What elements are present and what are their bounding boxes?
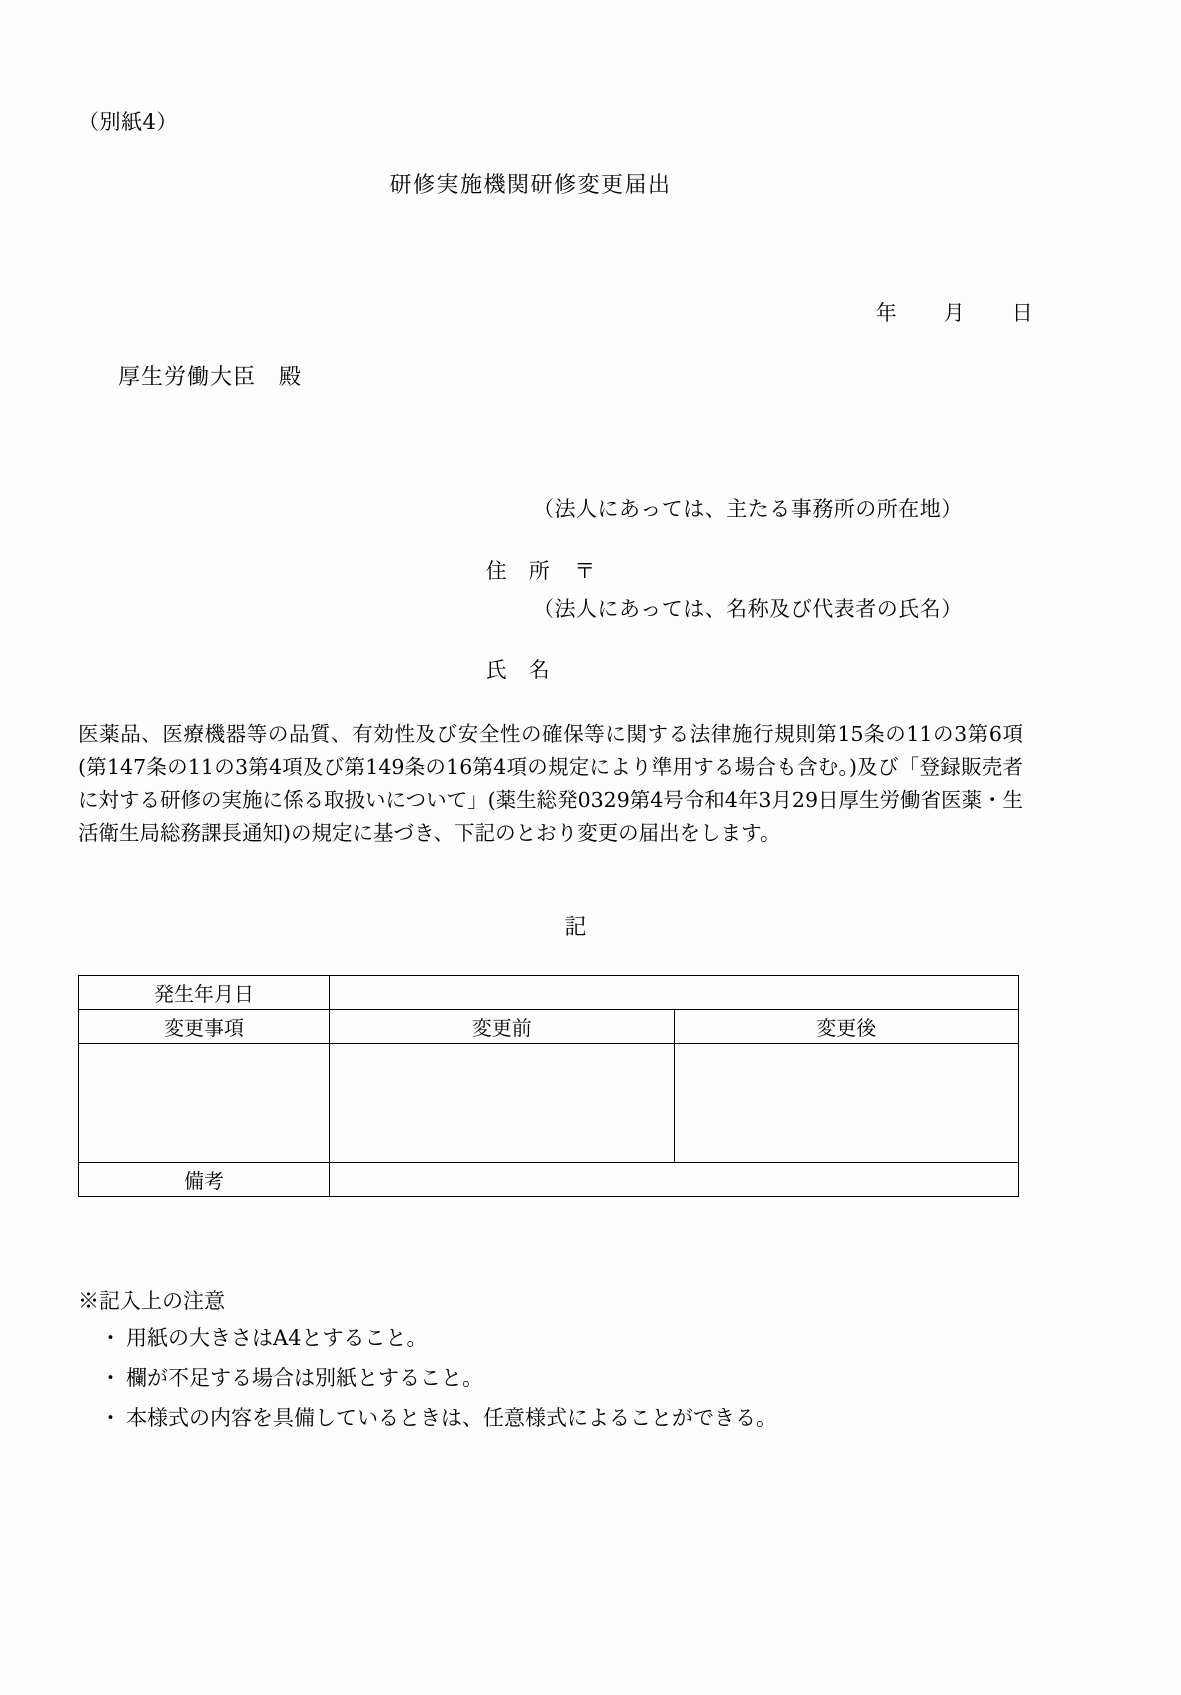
table-row-occurrence-date: [79, 976, 1019, 1010]
notes-list: [100, 1318, 777, 1438]
bullet-mark: ・: [100, 1366, 121, 1390]
list-item: [100, 1398, 777, 1438]
occurrence-date-label: 発生年月日: [79, 976, 330, 1010]
remarks-value[interactable]: [330, 1163, 1019, 1197]
page-title: 研修実施機関研修変更届出: [389, 173, 672, 198]
note-text: 本様式の内容を具備しているときは、任意様式によることができる。: [126, 1406, 777, 1430]
date-line: [845, 270, 1034, 358]
note-text: 欄が不足する場合は別紙とすること。: [126, 1366, 483, 1390]
list-item: [100, 1318, 777, 1358]
name-field: [457, 627, 550, 715]
table-row-headers: [79, 1010, 1019, 1044]
date-month-label: 月: [943, 301, 966, 326]
entry-before[interactable]: [330, 1044, 675, 1163]
address-note: （法人にあっては、主たる事務所の所在地）: [533, 497, 963, 521]
kiroku-mark: 記: [564, 915, 587, 940]
name-label: 氏 名: [485, 658, 551, 683]
column-header-before: 変更前: [330, 1010, 675, 1044]
list-item: [100, 1358, 777, 1398]
column-header-change-item: 変更事項: [79, 1010, 330, 1044]
entry-after[interactable]: [674, 1044, 1019, 1163]
remarks-label: 備考: [79, 1163, 330, 1197]
bullet-mark: ・: [100, 1326, 121, 1350]
change-details-table: [78, 975, 1019, 1197]
name-note: （法人にあっては、名称及び代表者の氏名）: [533, 597, 963, 621]
table-row-entry: [79, 1044, 1019, 1163]
bullet-mark: ・: [100, 1406, 121, 1430]
date-day-label: 日: [1011, 301, 1034, 326]
postal-code-symbol: 〒: [574, 559, 596, 584]
table-row-remarks: [79, 1163, 1019, 1197]
legal-body-paragraph: 医薬品、医療機器等の品質、有効性及び安全性の確保等に関する法律施行規則第15条の11の3第6項(第147条の11の3第4項及び第149条の16第4項の規定により準用する場合も含む。)及び「登録販売者に対する研修の実施に係る取扱いについて」(薬生総発0329第4号令和4年3月29日厚生労働省医薬・生活衛生局総務課長通知)の規定に基づき、下記のとおり変更の届出をします。: [78, 722, 1023, 845]
addressee-line: 厚生労働大臣 殿: [118, 365, 303, 390]
entry-change-item[interactable]: [79, 1044, 330, 1163]
address-label: 住 所: [485, 559, 551, 584]
date-year-label: 年: [875, 301, 898, 326]
note-text: 用紙の大きさはA4とすること。: [126, 1326, 428, 1350]
column-header-after: 変更後: [674, 1010, 1019, 1044]
occurrence-date-value[interactable]: [330, 976, 1019, 1010]
attachment-number: （別紙4）: [78, 110, 178, 134]
notes-heading: ※記入上の注意: [78, 1289, 225, 1313]
